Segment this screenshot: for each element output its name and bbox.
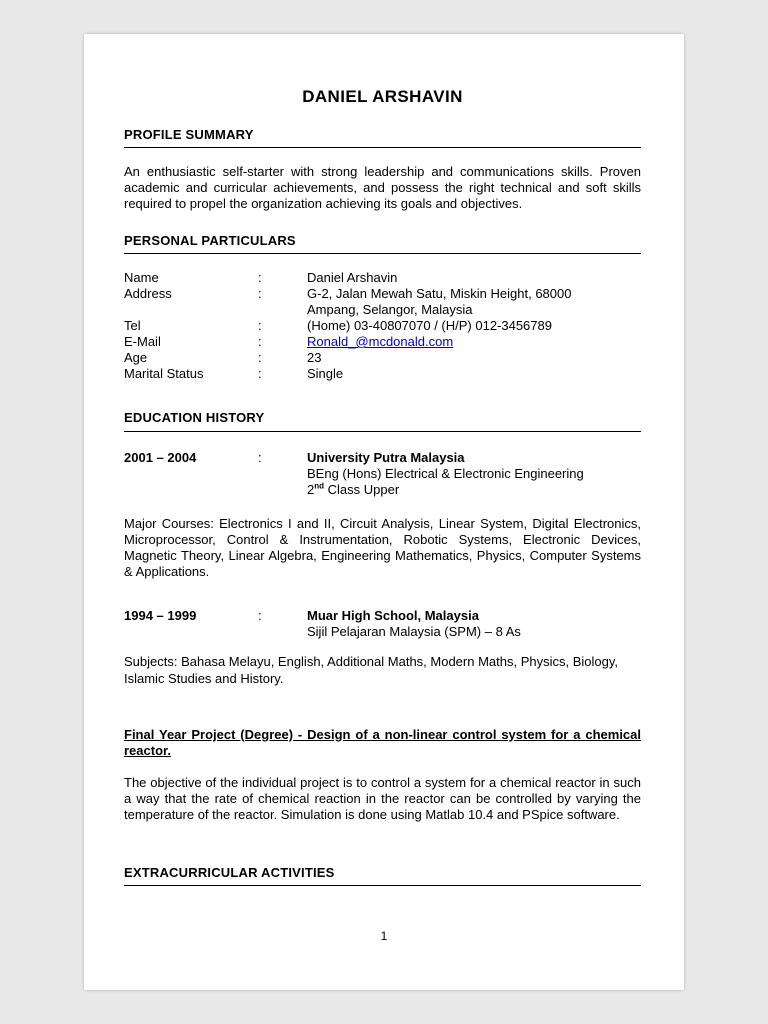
- degree-class-rest: Class Upper: [324, 481, 400, 497]
- education-details: [307, 450, 641, 498]
- field-label: Marital Status: [124, 366, 204, 382]
- section-extracurricular-activities: [124, 865, 641, 886]
- address-line-2: Ampang, Selangor, Malaysia: [307, 301, 473, 317]
- education-period: 2001 – 2004: [124, 449, 197, 465]
- section-final-year-project: [124, 727, 641, 824]
- personal-row-email: [124, 334, 641, 350]
- field-label: Tel: [124, 317, 141, 333]
- education-details: [307, 608, 641, 640]
- education-entry-university: [124, 450, 641, 498]
- field-label: E-Mail: [124, 334, 161, 350]
- field-colon: :: [258, 366, 262, 382]
- profile-summary-body: An enthusiastic self-starter with strong leadership and communications skills. Proven academic and curricular achievements, and possess the right technical and soft skills required to propel the organization achieving its goals and objectives.: [124, 164, 641, 212]
- section-education-history: [124, 410, 641, 686]
- personal-row-tel: [124, 318, 641, 334]
- education-history-heading: EDUCATION HISTORY: [124, 410, 641, 431]
- degree-class-superscript: nd: [314, 481, 325, 491]
- education-class: [307, 482, 641, 498]
- subjects-paragraph: Subjects: Bahasa Melayu, English, Additional Maths, Modern Maths, Physics, Biology, Islamic Studies and History.: [124, 654, 619, 686]
- field-value: Daniel Arshavin: [307, 269, 398, 285]
- education-school: University Putra Malaysia: [307, 449, 465, 465]
- personal-particulars-heading: PERSONAL PARTICULARS: [124, 233, 641, 254]
- profile-summary-heading: PROFILE SUMMARY: [124, 127, 641, 148]
- degree-class-number: 2: [307, 481, 315, 497]
- document-title: DANIEL ARSHAVIN: [302, 87, 463, 106]
- section-personal-particulars: [124, 233, 641, 383]
- field-value: Single: [307, 366, 344, 382]
- section-profile-summary: [124, 127, 641, 212]
- personal-row-age: [124, 350, 641, 366]
- field-colon: :: [258, 449, 262, 465]
- extracurricular-activities-heading: EXTRACURRICULAR ACTIVITIES: [124, 865, 641, 886]
- education-certificate: Sijil Pelajaran Malaysia (SPM) – 8 As: [307, 624, 521, 640]
- education-entry-highschool: [124, 608, 641, 640]
- email-link[interactable]: Ronald_@mcdonald.com: [307, 334, 454, 350]
- personal-particulars-table: [124, 270, 641, 383]
- field-label: Name: [124, 269, 159, 285]
- education-school: Muar High School, Malaysia: [307, 608, 479, 624]
- field-value: 23: [307, 350, 322, 366]
- final-year-project-heading: Final Year Project (Degree) - Design of a non-linear control system for a chemical reactor.: [124, 726, 641, 758]
- final-year-project-body: The objective of the individual project is to control a system for a chemical reactor in such a way that the rate of chemical reaction in the reactor can be controlled by varying the temperature of the reactor. Simulation is done using Matlab 10.4 and PSpice software.: [124, 774, 641, 823]
- field-colon: :: [258, 285, 262, 301]
- resume-page: [84, 34, 684, 990]
- field-value: (Home) 03-40807070 / (H/P) 012-3456789: [307, 317, 552, 333]
- field-colon: :: [258, 317, 262, 333]
- address-line-1: G-2, Jalan Mewah Satu, Miskin Height, 68000: [307, 285, 572, 301]
- personal-row-marital-status: [124, 366, 641, 382]
- field-colon: :: [258, 334, 262, 350]
- field-colon: :: [258, 269, 262, 285]
- personal-row-address: [124, 286, 641, 318]
- field-colon: :: [258, 608, 262, 624]
- field-label: Address: [124, 285, 172, 301]
- field-colon: :: [258, 350, 262, 366]
- page-number: 1: [380, 929, 388, 944]
- personal-row-name: [124, 270, 641, 286]
- field-value: [307, 286, 641, 318]
- education-period: 1994 – 1999: [124, 608, 197, 624]
- education-degree: BEng (Hons) Electrical & Electronic Engineering: [307, 465, 584, 481]
- major-courses-paragraph: Major Courses: Electronics I and II, Circuit Analysis, Linear System, Digital Electronics, Microprocessor, Control & Instrumentation, Robotic Systems, Electronic Devices, Magnetic Theory, Linear Algebra, Engineering Mathematics, Physics, Computer Systems & Applications.: [124, 515, 641, 580]
- field-value: [307, 334, 641, 350]
- field-label: Age: [124, 350, 148, 366]
